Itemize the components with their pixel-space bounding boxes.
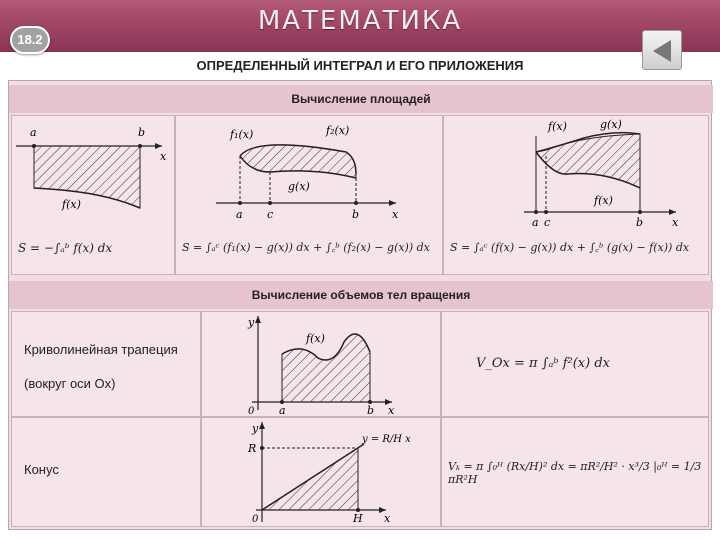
formula-volume-trapezoid: V_Ox = π ∫ₐᵇ f²(x) dx [476,356,610,371]
label-H: H [353,512,363,525]
label-x: x [388,404,395,417]
label-a: a [279,404,286,417]
trapezoid-title: Криволинейная трапеция [24,342,178,357]
page-title: МАТЕМАТИКА [257,6,463,36]
label-origin: 0 [248,406,255,417]
volume-row-2-label-cell [11,417,201,527]
label-fx-top: f(x) [548,120,567,133]
label-a: a [532,216,539,229]
label-f1x: f₁(x) [230,128,254,141]
label-fx: f(x) [306,332,325,345]
label-y: y [252,422,259,435]
label-b: b [352,208,360,221]
formula-area-3: S = ∫ₐᶜ (f(x) − g(x)) dx + ∫꜀ᵇ (g(x) − f(x)) dx [450,241,690,254]
label-c: c [267,208,274,221]
label-x: x [392,208,399,221]
label-a: a [30,126,37,139]
label-f2x: f₂(x) [326,124,350,137]
volume-row-1-graph-cell [201,311,441,417]
volume-row-2-graph-cell [201,417,441,527]
label-gx: g(x) [288,180,310,193]
area-panel-1 [11,115,175,275]
trapezoid-note: (вокруг оси Ox) [24,376,116,391]
label-b: b [138,126,146,139]
label-b: b [636,216,644,229]
label-fx-bottom: f(x) [594,194,613,207]
cone-graph [202,418,442,528]
volume-row-1-formula-cell [441,311,709,417]
slide-number-badge: 18.2 [10,26,50,54]
cone-title: Конус [24,462,59,477]
volumes-section-title: Вычисление объемов тел вращения [9,281,713,309]
formula-volume-cone: Vₖ = π ∫₀ᴴ (Rx/H)² dx = πR²/H² · x³/3 |₀ᴴ = 1/3 πR²H [448,460,702,486]
label-origin: 0 [252,514,259,525]
areas-section-title: Вычисление площадей [9,85,713,113]
area-panel-2 [175,115,443,275]
label-x: x [672,216,679,229]
area-panel-3 [443,115,709,275]
label-fx: f(x) [62,198,81,211]
label-R: R [248,442,257,455]
label-x: x [160,150,167,163]
content-frame [8,80,712,530]
volume-row-1-label-cell [11,311,201,417]
label-a: a [236,208,243,221]
header-banner [0,0,720,52]
volume-row-2-formula-cell [441,417,709,527]
label-b: b [367,404,375,417]
trapezoid-graph [202,312,442,418]
label-line-equation: y = R/H x [362,434,411,445]
label-c: c [544,216,551,229]
formula-area-2: S = ∫ₐᶜ (f₁(x) − g(x)) dx + ∫꜀ᵇ (f₂(x) − g(x)) dx [182,241,430,254]
page-subtitle: ОПРЕДЕЛЕННЫЙ ИНТЕГРАЛ И ЕГО ПРИЛОЖЕНИЯ [196,58,524,73]
formula-area-1: S = −∫ₐᵇ f(x) dx [18,241,113,255]
label-gx: g(x) [600,118,622,131]
label-y: y [248,316,255,329]
label-x: x [384,512,391,525]
